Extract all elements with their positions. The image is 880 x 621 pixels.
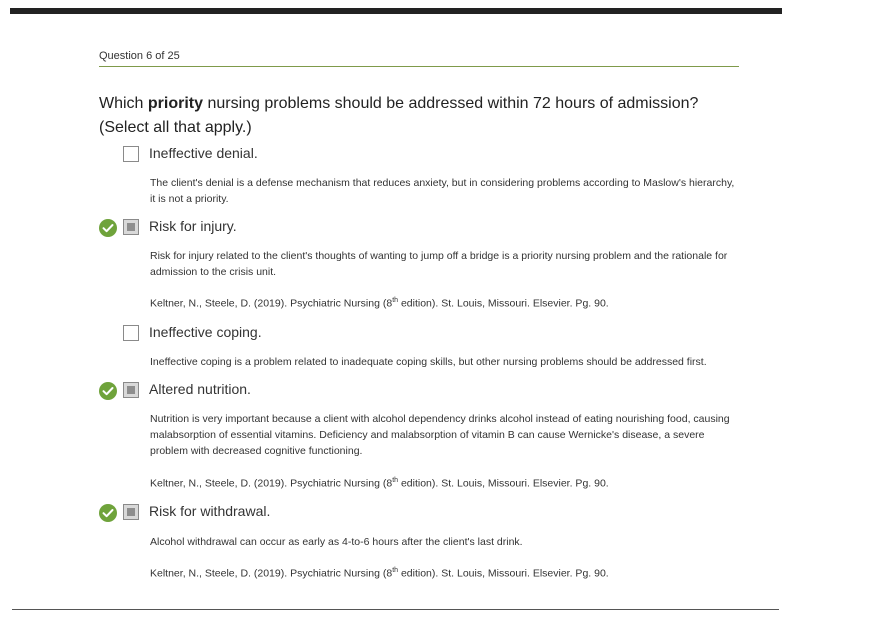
option-checkbox-ineffective-coping[interactable]	[123, 325, 139, 341]
top-bar	[10, 8, 782, 14]
option-checkbox-risk-for-injury[interactable]	[123, 219, 139, 235]
option-rationale: The client's denial is a defense mechanism that reduces anxiety, but in considering problems according to Maslow's hierarchy, it is not a priority.	[150, 177, 735, 205]
option-checkbox-ineffective-denial[interactable]	[123, 146, 139, 162]
option-checkbox-altered-nutrition[interactable]	[123, 382, 139, 398]
bottom-divider	[12, 609, 779, 610]
option-rationale: Ineffective coping is a problem related to inadequate coping skills, but other nursing problems should be addressed first.	[150, 356, 707, 368]
header-divider	[99, 66, 739, 67]
option-label-ineffective-coping[interactable]: Ineffective coping.	[149, 324, 262, 340]
reference-citation	[150, 567, 609, 580]
option-checkbox-risk-for-withdrawal[interactable]	[123, 504, 139, 520]
option-label-altered-nutrition[interactable]: Altered nutrition.	[149, 381, 251, 397]
ref-rest: edition). St. Louis, Missouri. Elsevier. Pg. 90.	[398, 297, 609, 310]
question-emphasis: priority	[147, 95, 204, 112]
option-rationale: Alcohol withdrawal can occur as early as 4-to-6 hours after the client's last drink.	[150, 536, 523, 548]
option-rationale: Risk for injury related to the client's thoughts of wanting to jump off a bridge is a priority nursing problem and the rationale for admission to the crisis unit.	[150, 250, 728, 278]
question-text	[99, 92, 739, 140]
option-label-risk-for-withdrawal[interactable]: Risk for withdrawal.	[149, 503, 271, 519]
option-rationale: Nutrition is very important because a client with alcohol dependency drinks alcohol instead of eating nourishing food, causing malabsorption of essential vitamins. Deficiency and malabsorption of vitamin B can cause Wernicke's disease, a severe problem with decreased cognitive functioning.	[150, 413, 730, 457]
ref-rest: edition). St. Louis, Missouri. Elsevier. Pg. 90.	[398, 477, 609, 490]
reference-citation	[150, 477, 609, 490]
correct-check-icon	[99, 504, 117, 522]
ref-sup: th	[392, 477, 399, 484]
correct-check-icon	[99, 382, 117, 400]
option-label-ineffective-denial[interactable]: Ineffective denial.	[149, 145, 258, 161]
question-counter: Question 6 of 25	[99, 50, 180, 62]
question-prefix: Which	[99, 95, 148, 112]
ref-authors: Keltner, N., Steele, D. (2019). Psychiatric Nursing (8	[150, 477, 393, 490]
correct-check-icon	[99, 219, 117, 237]
ref-rest: edition). St. Louis, Missouri. Elsevier. Pg. 90.	[398, 567, 609, 580]
question-suffix: nursing problems should be addressed within 72 hours of admission?	[203, 95, 699, 112]
ref-sup: th	[392, 567, 399, 574]
ref-sup: th	[392, 297, 399, 304]
ref-authors: Keltner, N., Steele, D. (2019). Psychiatric Nursing (8	[150, 297, 393, 310]
option-label-risk-for-injury[interactable]: Risk for injury.	[149, 218, 237, 234]
reference-citation	[150, 297, 609, 310]
ref-authors: Keltner, N., Steele, D. (2019). Psychiatric Nursing (8	[150, 567, 393, 580]
question-instruction: (Select all that apply.)	[99, 119, 252, 136]
